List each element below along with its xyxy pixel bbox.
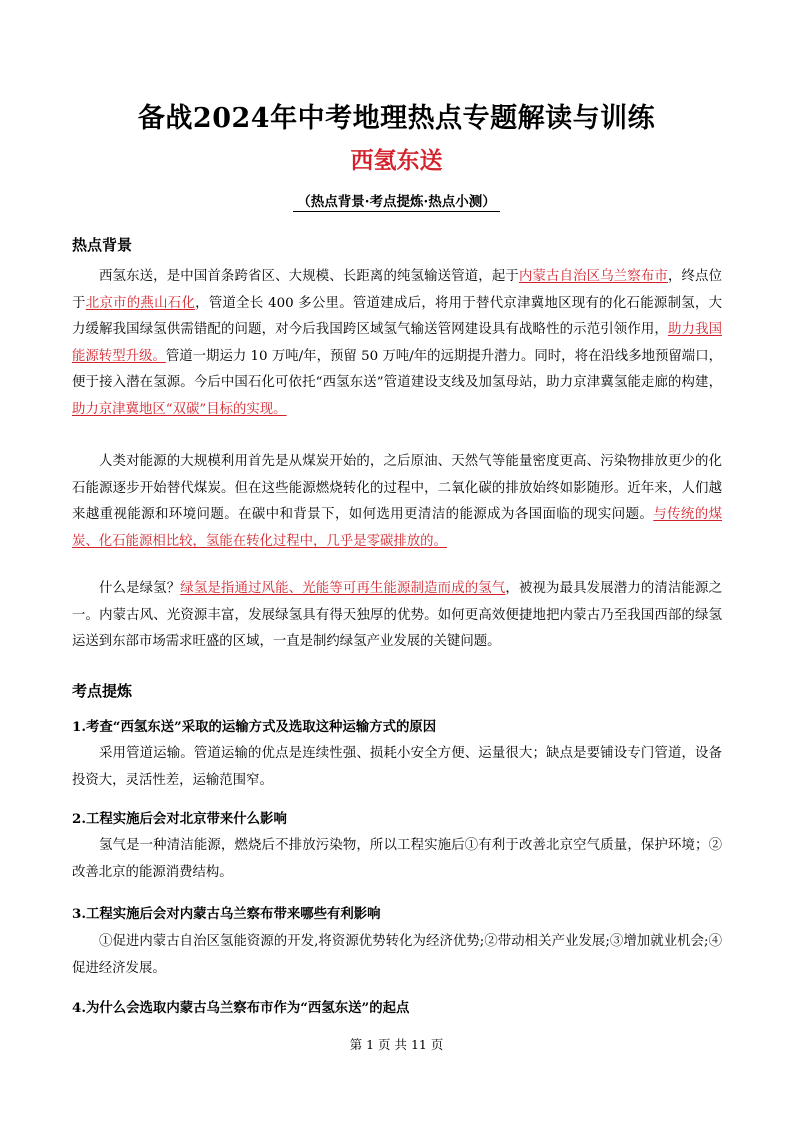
answer-1: 采用管道运输。管道运输的优点是连续性强、损耗小安全方便、运量很大；缺点是要铺设专门管道，设备投资大，灵活性差，运输范围窄。: [72, 746, 722, 788]
question-4: 4.为什么会选取内蒙古乌兰察布市作为“西氢东送”的起点: [72, 1000, 410, 1016]
highlight-zero-carbon: 与传统的煤炭、化石能源相比较，氢能在转化过程中，几乎是零碳排放的。: [72, 507, 722, 549]
background-paragraph-1: [72, 264, 722, 423]
document-title: 备战2024年中考地理热点专题解读与训练: [137, 103, 656, 134]
document-tagline: [0, 190, 793, 210]
highlight-green-hydrogen: 绿氢是指通过风能、光能等可再生能源制造而成的氢气: [180, 581, 506, 596]
highlight-origin: 内蒙古自治区乌兰察布市: [518, 269, 668, 284]
text-run: 什么是绿氢？: [99, 581, 181, 596]
highlight-dual-carbon: 助力京津冀地区“双碳”目标的实现。: [72, 401, 287, 417]
page-number: 第 1 页 共 11 页: [349, 1037, 444, 1052]
text-run: 西氢东送，是中国首条跨省区、大规模、长距离的纯氢输送管道，起于: [99, 269, 519, 284]
text-run: ，终点位于: [72, 269, 722, 311]
answer-3: ①促进内蒙古自治区氢能资源的开发,将资源优势转化为经济优势;②带动相关产业发展;③增加就业机会;④促进经济发展。: [72, 934, 722, 976]
section-heading-points: 考点提炼: [72, 682, 133, 700]
background-paragraph-3: [72, 576, 722, 656]
highlight-destination: 北京市的燕山石化: [85, 295, 196, 311]
question-3: 3.工程实施后会对内蒙古乌兰察布带来哪些有利影响: [72, 906, 381, 922]
question-1: 1.考查“西氢东送”采取的运输方式及选取这种运输方式的原因: [72, 719, 437, 735]
text-run: 管道一期运力 10 万吨/年，预留 50 万吨/年的远期提升潜力。同时，将在沿线多地预留端口，便于接入潜在氢源。今后中国石化可依托“西氢东送”管道建设支线及加氢母站，助力京津冀氢能走廊的构建，: [72, 348, 723, 390]
section-heading-background: 热点背景: [72, 236, 133, 254]
background-paragraph-2: [72, 449, 722, 555]
text-run: 人类对能源的大规模利用首先是从煤炭开始的，之后原油、天然气等能量密度更高、污染物排放更少的化石能源逐步开始替代煤炭。但在这些能源燃烧转化的过程中，二氧化碳的排放始终如影随形。近年来，人们越来越重视能源和环境问题。在碳中和背景下，如何选用更清洁的能源成为各国面临的现实问题。: [72, 454, 722, 522]
text-run: ，管道全长 400 多公里。管道建成后，将用于替代京津冀地区现有的化石能源制氢，大力缓解我国绿氢供需错配的问题，对今后我国跨区域氢气输送管网建设具有战略性的示范引领作用，: [72, 295, 723, 337]
tagline-text: （热点背景·考点提炼·热点小测）: [293, 194, 499, 212]
document-subtitle: 西氢东送: [350, 147, 443, 174]
text-run: ，被视为最具发展潜力的清洁能源之一。内蒙古风、光资源丰富，发展绿氢具有得天独厚的优势。如何更高效便捷地把内蒙古乃至我国西部的绿氢运送到东部市场需求旺盛的区域，一直是制约绿氢产业发展的关键问题。: [72, 581, 722, 649]
highlight-energy-transition: 助力我国能源转型升级。: [72, 322, 723, 364]
answer-2: 氢气是一种清洁能源，燃烧后不排放污染物，所以工程实施后①有利于改善北京空气质量，保护环境；②改善北京的能源消费结构。: [72, 838, 722, 880]
question-2: 2.工程实施后会对北京带来什么影响: [72, 811, 287, 827]
